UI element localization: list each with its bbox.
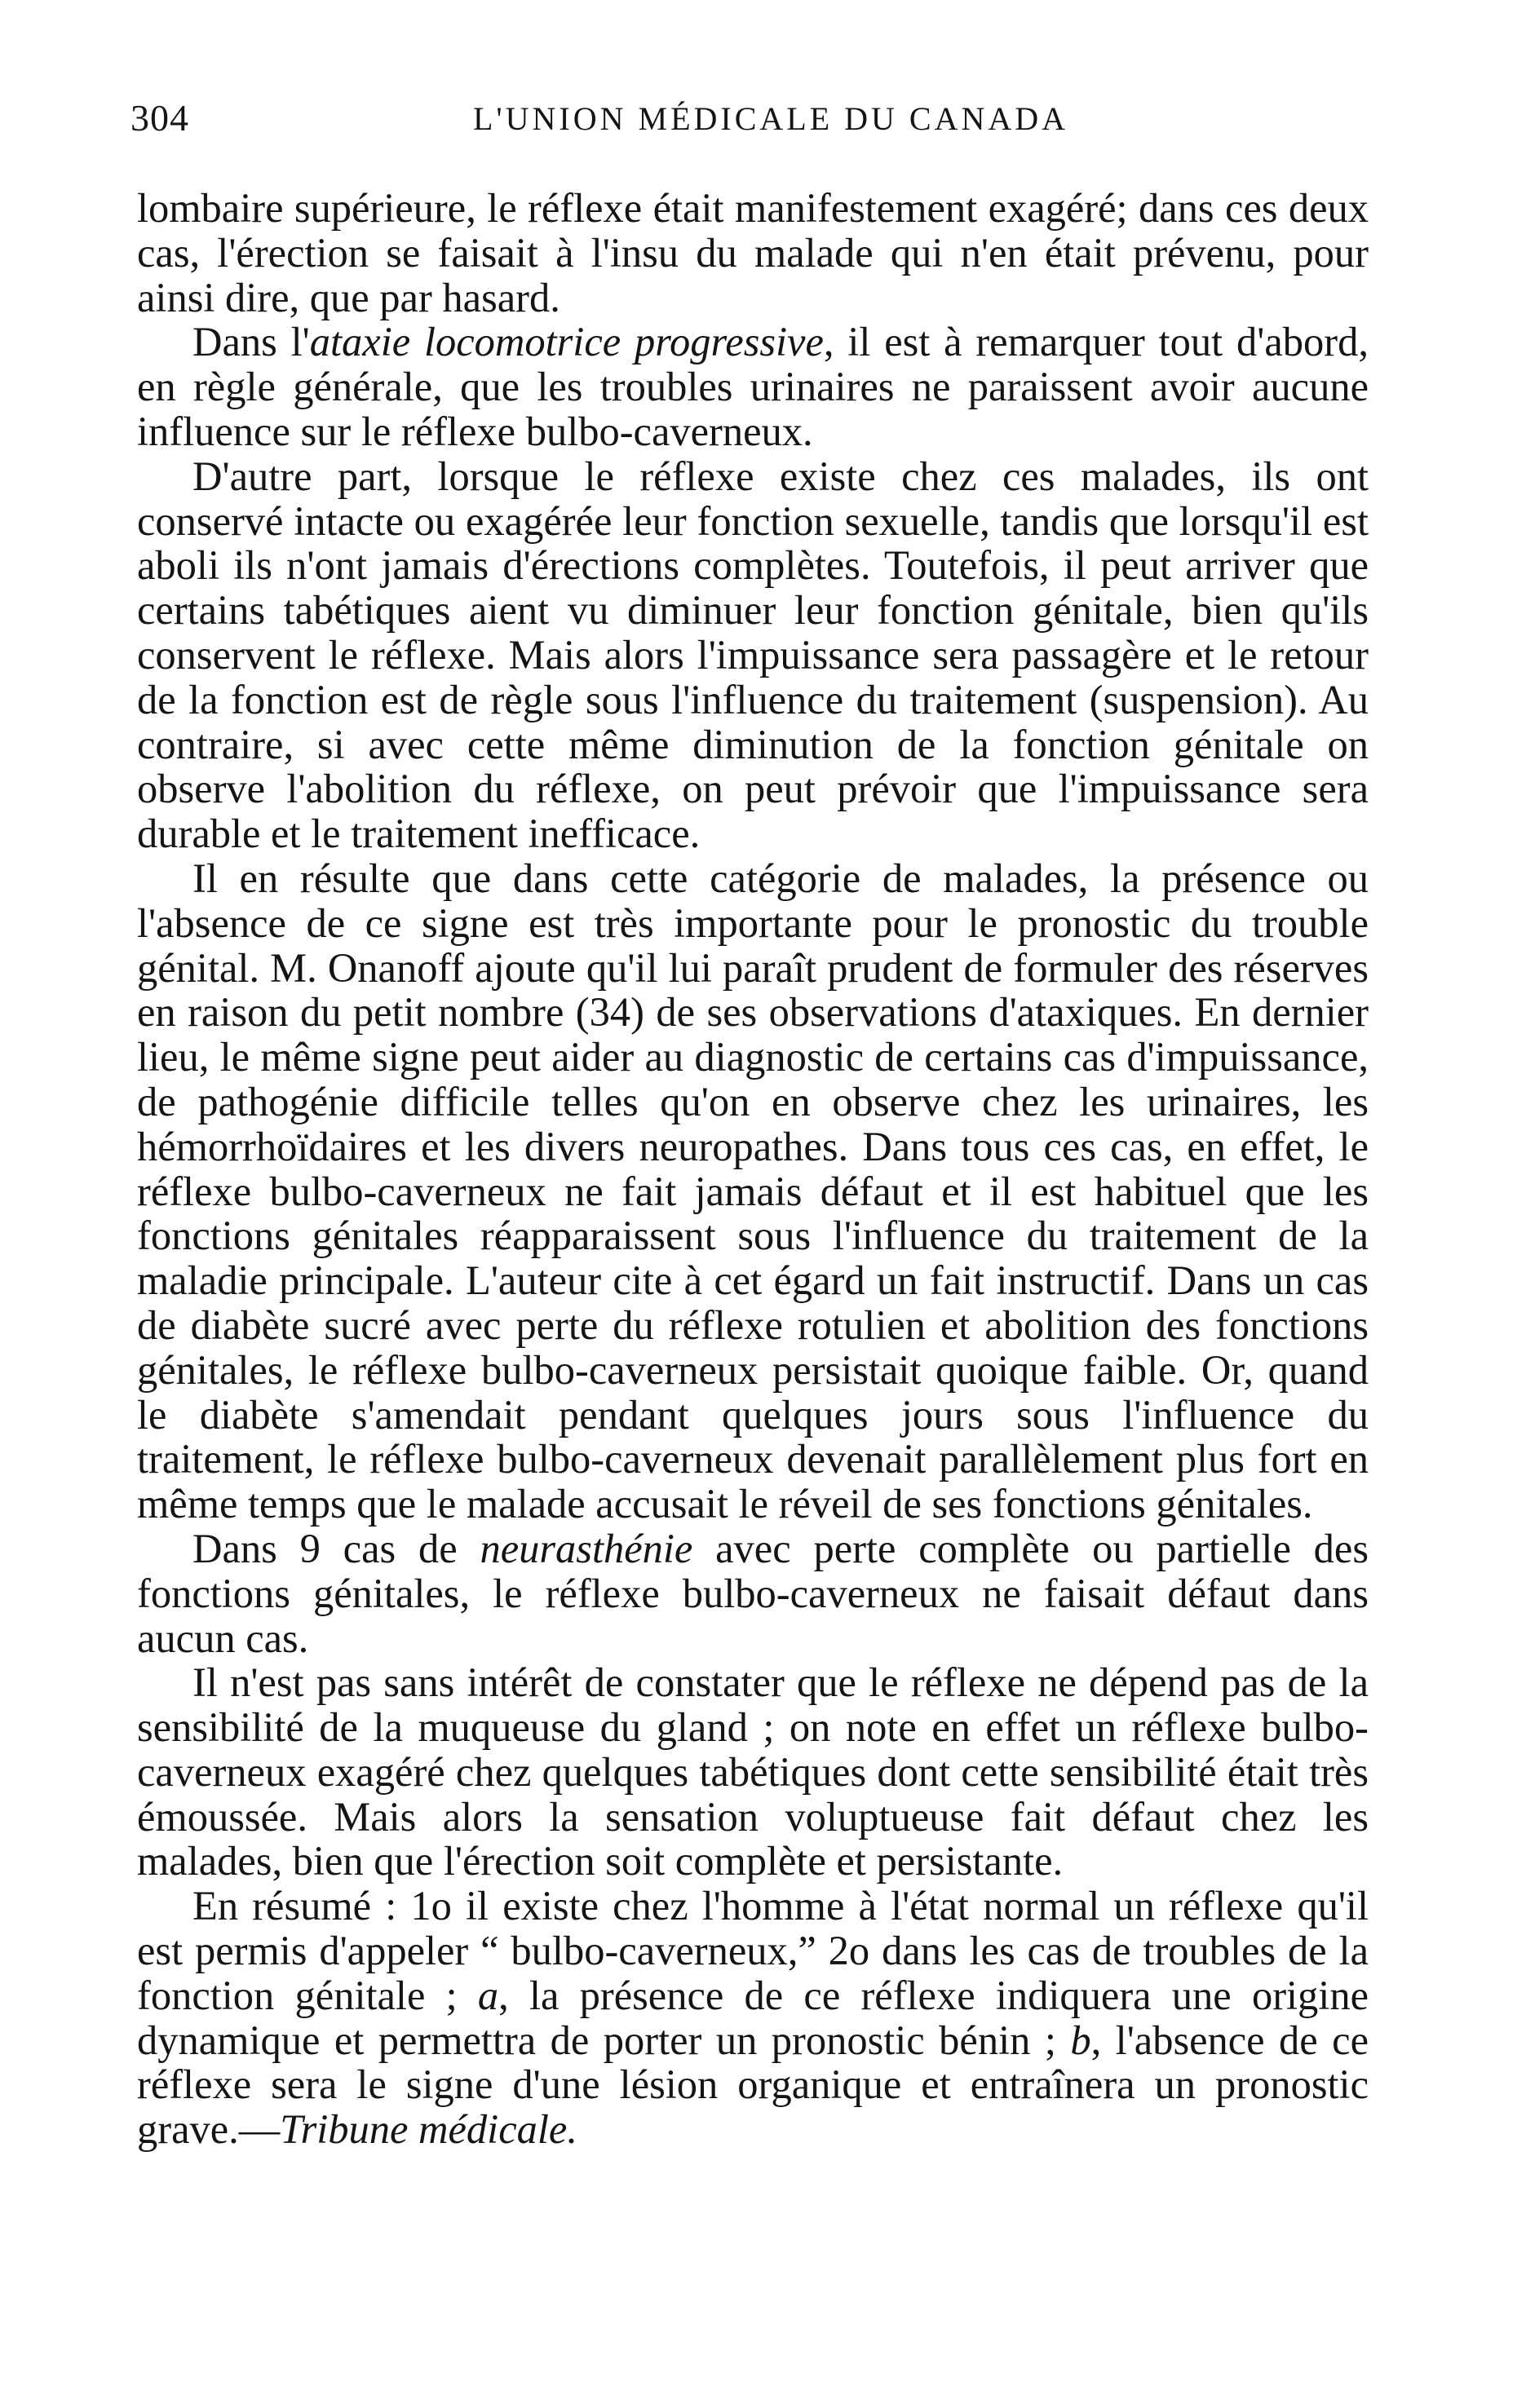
text-run: avec perte complète ou partielle des fonctions génitales, le réflexe bulbo-caverneux ne faisait défaut dans aucun cas. [137,1525,1369,1661]
text-run: , il est à remarquer tout d'abord, en règle générale, que les troubles urinaires ne paraissent avoir aucune influence sur le réflexe bulbo-caverneux. [137,319,1369,454]
paragraph [137,1660,1369,1884]
text-run: , l'absence de ce réflexe sera le signe d'une lésion organique et entraînera un pronostic grave.— [137,2017,1369,2153]
text-run: Dans 9 cas de [192,1525,480,1571]
text-run: Il n'est pas sans intérêt de constater que le réflexe ne dépend pas de la sensibilité de la muqueuse du gland ; on note en effet un réflexe bulbo-caverneux exagéré chez quelques tabétiques dont cette sensibilité était très émoussée. Mais alors la sensation voluptueuse fait défaut chez les malades, bien que l'érection soit complète et persistante. [137,1659,1369,1884]
paragraph [137,1884,1369,2152]
italic-text: ataxie locomotrice progressive [309,319,824,365]
paragraph [137,454,1369,856]
text-run: Il en résulte que dans cette catégorie de malades, la présence ou l'absence de ce signe est très importante pour le pronostic du trouble génital. M. Onanoff ajoute qu'il lui paraît prudent de formuler des réserves en raison du petit nombre (34) de ses observations d'ataxiques. En dernier lieu, le même signe peut aider au diagnostic de certains cas d'impuissance, de pathogénie difficile telles qu'on en observe chez les urinaires, les hémorrhoïdaires et les divers neuropathes. Dans tous ces cas, en effet, le réflexe bulbo-caverneux ne fait jamais défaut et il est habituel que les fonctions génitales réapparaissent sous l'influence du traitement de la maladie principale. L'auteur cite à cet égard un fait instructif. Dans un cas de diabète sucré avec perte du réflexe rotulien et abolition des fonctions génitales, le réflexe bulbo-caverneux persistait quoique faible. Or, quand le diabète s'amendait pendant quelques jours sous l'influence du traitement, le réflexe bulbo-caverneux devenait parallèlement plus fort en même temps que le malade accusait le réveil de ses fonctions génitales. [137,855,1369,1527]
italic-text: a [477,1972,499,2018]
italic-text: Tribune médicale. [280,2106,577,2153]
page-header [130,96,1370,145]
page-number: 304 [130,97,189,139]
text-run: Dans l' [192,319,310,365]
italic-text: neurasthénie [480,1525,693,1571]
paragraph [137,856,1369,1527]
text-run: , la présence de ce réflexe indiquera une origine dynamique et permettra de porter un pronostic bénin ; [137,1972,1369,2063]
text-run: D'autre part, lorsque le réflexe existe chez ces malades, ils ont conservé intacte ou exagérée leur fonction sexuelle, tandis que lorsqu'il est aboli ils n'ont jamais d'érections complètes. Toutefois, il peut arriver que certains tabétiques aient vu diminuer leur fonction génitale, bien qu'ils conservent le réflexe. Mais alors l'impuissance sera passagère et le retour de la fonction est de règle sous l'influence du traitement (suspension). Au contraire, si avec cette même diminution de la fonction génitale on observe l'abolition du réflexe, on peut prévoir que l'impuissance sera durable et le traitement inefficace. [137,453,1369,857]
article-body [137,186,1369,2152]
paragraph [137,1527,1369,1660]
paragraph [137,320,1369,453]
running-title: L'UNION MÉDICALE DU CANADA [473,100,1069,137]
paragraph [137,186,1369,320]
italic-text: b [1070,2017,1091,2063]
text-run: lombaire supérieure, le réflexe était manifestement exagéré; dans ces deux cas, l'érection se faisait à l'insu du malade qui n'en était prévenu, pour ainsi dire, que par hasard. [137,185,1369,320]
text-run: En résumé : 1o il existe chez l'homme à l'état normal un réflexe qu'il est permis d'appeler “ bulbo-caverneux,” 2o dans les cas de troubles de la fonction génitale ; [137,1883,1369,2018]
